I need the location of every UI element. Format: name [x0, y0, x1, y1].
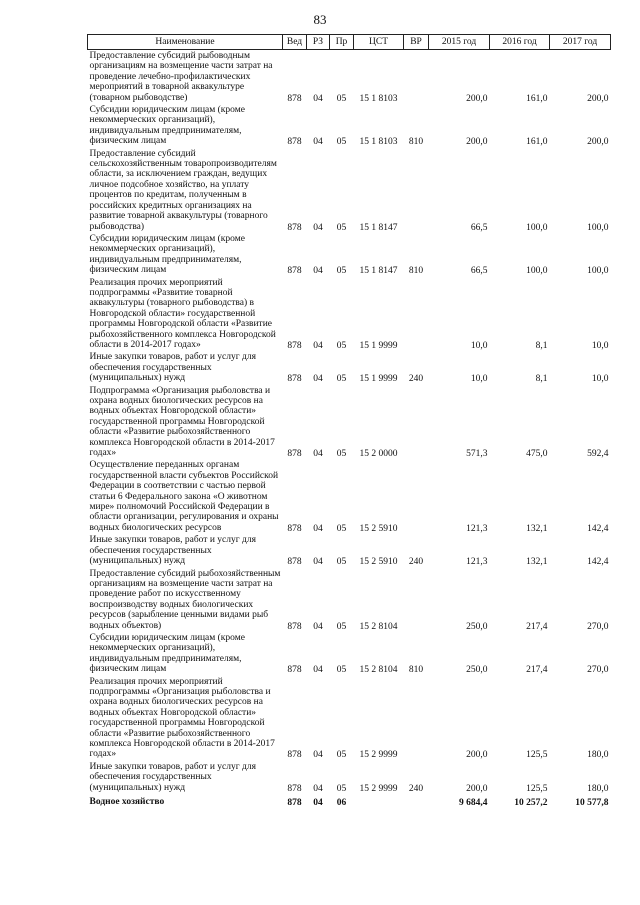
cell-2017: 142,4 [587, 523, 609, 534]
cell-2017: 180,0 [587, 783, 609, 794]
cell-name: Субсидии юридическим лицам (кроме некоммерческих организаций), индивидуальным предпринимателям, физическим лицам [89, 105, 245, 147]
cell-vr: 810 [408, 137, 424, 148]
table-row [88, 233, 611, 277]
cell-pr: 05 [336, 137, 347, 148]
cell-rz: 04 [313, 750, 323, 761]
cell-2017: 200,0 [587, 137, 609, 148]
cell-vr [404, 385, 429, 460]
cell-rz: 04 [313, 266, 323, 277]
cell-name: Подпрограмма «Организация рыболовства и охрана водных биологических ресурсов на водных объектах Новгородской области» государственной программы Новгородской области «Развитие рыбохозяйственного комплекса Новгородской области в 2014-2017 годах» [89, 385, 275, 459]
cell-vr [404, 676, 429, 761]
cell-rz: 04 [313, 621, 323, 632]
cell-vr [404, 148, 429, 233]
cell-2017: 10,0 [591, 340, 609, 351]
cell-ved: 878 [287, 798, 302, 809]
cell-rz: 04 [313, 783, 323, 794]
page-number: 83 [313, 12, 327, 27]
cell-rz: 04 [313, 449, 323, 460]
cell-2015: 121,3 [466, 523, 488, 534]
column-header-2016: 2016 год [490, 35, 550, 50]
cell-2015: 10,0 [470, 340, 488, 351]
cell-cst: 15 2 0000 [359, 449, 398, 460]
cell-name: Водное хозяйство [89, 797, 165, 808]
table-row [88, 351, 611, 384]
cell-name: Иные закупки товаров, работ и услуг для обеспечения государственных (муниципальных) нужд [89, 352, 256, 384]
column-header-cst: ЦСТ [354, 35, 404, 50]
cell-name: Предоставление субсидий сельскохозяйственным товаропроизводителям области, за исключением граждан, ведущих личное подсобное хозяйство, на уплату процентов по кредитам, полученным в российских кредитных организациях на развитие товарной аквакультуры (товарного рыбоводства) [89, 148, 277, 232]
cell-2017: 100,0 [587, 266, 609, 277]
cell-name: Субсидии юридическим лицам (кроме некоммерческих организаций), индивидуальным предпринимателям, физическим лицам [89, 632, 245, 675]
cell-cst: 15 2 8104 [359, 621, 398, 632]
cell-rz: 04 [313, 137, 323, 148]
cell-2017: 180,0 [587, 750, 609, 761]
cell-ved: 878 [287, 374, 302, 385]
cell-2017: 142,4 [587, 557, 609, 568]
cell-2016: 100,0 [526, 266, 548, 277]
cell-name: Субсидии юридическим лицам (кроме некоммерческих организаций), индивидуальным предпринимателям, физическим лицам [89, 233, 245, 276]
cell-cst: 15 1 8103 [359, 93, 398, 104]
cell-name: Иные закупки товаров, работ и услуг для обеспечения государственных (муниципальных) нужд [89, 761, 256, 793]
cell-vr: 810 [408, 266, 424, 277]
column-header-2015: 2015 год [429, 35, 490, 50]
cell-cst: 15 2 8104 [359, 665, 398, 676]
cell-cst: 15 1 9999 [359, 340, 398, 351]
cell-2017: 10 577,8 [575, 798, 609, 809]
cell-2015: 200,0 [466, 783, 488, 794]
cell-pr: 05 [336, 665, 347, 676]
column-header-pr: Пр [330, 35, 354, 50]
cell-2016: 217,4 [526, 665, 548, 676]
cell-ved: 878 [287, 222, 302, 233]
cell-ved: 878 [287, 557, 302, 568]
cell-vr [404, 277, 429, 352]
cell-cst: 15 1 8147 [359, 222, 398, 233]
cell-2015: 250,0 [466, 665, 488, 676]
column-header-vr: ВР [404, 35, 429, 50]
cell-name: Осуществление переданных органам государственной власти субъектов Российской Федерации в соответствии с частью первой статьи 6 Федерального закона «О животном мире» полномочий Российской Федерации в области организации, регулирования и охраны водных биологических ресурсов [89, 460, 279, 533]
cell-pr: 05 [336, 557, 347, 568]
cell-rz: 04 [313, 557, 323, 568]
cell-vr: 240 [408, 557, 424, 568]
table-row [88, 568, 611, 632]
table-body [88, 50, 611, 809]
cell-2017: 10,0 [591, 374, 609, 385]
cell-ved: 878 [287, 750, 302, 761]
cell-name: Иные закупки товаров, работ и услуг для обеспечения государственных (муниципальных) нужд [89, 535, 256, 567]
cell-name: Реализация прочих мероприятий подпрограммы «Организация рыболовства и охрана водных биологических ресурсов на водных объектах Новгородской области» государственной программы Новгородской области «Развитие рыбохозяйственного комплекса Новгородской области в 2014-2017 годах» [89, 676, 275, 760]
cell-vr [404, 794, 429, 808]
cell-name: Реализация прочих мероприятий подпрограммы «Развитие товарной аквакультуры (товарного рыбоводства) в Новгородской области» государственной программы Новгородской области «Развитие рыбохозяйственного комплекса Новгородской области в 2014-2017 годах» [89, 277, 276, 350]
cell-2016: 132,1 [526, 557, 548, 568]
cell-cst: 15 1 8103 [359, 137, 398, 148]
table-row [88, 676, 611, 761]
cell-vr [404, 459, 429, 534]
cell-2015: 9 684,4 [459, 798, 488, 809]
table-row [88, 277, 611, 352]
table-row [88, 148, 611, 233]
table-row [88, 50, 611, 105]
cell-cst: 15 2 9999 [359, 783, 398, 794]
cell-pr: 05 [336, 266, 347, 277]
cell-pr: 05 [336, 222, 347, 233]
cell-ved: 878 [287, 523, 302, 534]
column-header-2017: 2017 год [550, 35, 611, 50]
table-row [88, 385, 611, 460]
cell-rz: 04 [313, 222, 323, 233]
cell-ved: 878 [287, 340, 302, 351]
cell-2016: 475,0 [526, 449, 548, 460]
cell-ved: 878 [287, 621, 302, 632]
cell-rz: 04 [313, 798, 323, 809]
cell-pr: 06 [336, 798, 347, 809]
cell-2015: 66,5 [470, 222, 488, 233]
cell-rz: 04 [313, 665, 323, 676]
cell-rz: 04 [313, 374, 323, 385]
cell-ved: 878 [287, 266, 302, 277]
cell-cst: 15 1 9999 [359, 374, 398, 385]
cell-2016: 132,1 [526, 523, 548, 534]
cell-ved: 878 [287, 93, 302, 104]
cell-pr: 05 [336, 449, 347, 460]
cell-vr [404, 50, 429, 105]
cell-2016: 100,0 [526, 222, 548, 233]
cell-2016: 161,0 [526, 137, 548, 148]
cell-vr: 240 [408, 783, 424, 794]
table-row [88, 761, 611, 794]
cell-2016: 125,5 [526, 750, 548, 761]
cell-2017: 592,4 [587, 449, 609, 460]
cell-2016: 125,5 [526, 783, 548, 794]
cell-2015: 200,0 [466, 93, 488, 104]
cell-rz: 04 [313, 523, 323, 534]
cell-cst: 15 2 5910 [359, 557, 398, 568]
cell-ved: 878 [287, 449, 302, 460]
cell-rz: 04 [313, 93, 323, 104]
cell-pr: 05 [336, 340, 347, 351]
cell-name: Предоставление субсидий рыбохозяйственным организациям на возмещение части затрат на проведение работ по искусственному воспроизводству водных биологических ресурсов (зарыбление ценными видами рыб водных объектов) [89, 568, 281, 631]
cell-2017: 270,0 [587, 665, 609, 676]
table-row [88, 459, 611, 534]
column-header-rz: РЗ [307, 35, 330, 50]
cell-2015: 66,5 [470, 266, 488, 277]
cell-vr: 240 [408, 374, 424, 385]
cell-vr: 810 [408, 665, 424, 676]
cell-pr: 05 [336, 93, 347, 104]
cell-cst: 15 2 5910 [359, 523, 398, 534]
cell-ved: 878 [287, 665, 302, 676]
cell-2015: 10,0 [470, 374, 488, 385]
cell-2016: 8,1 [535, 340, 548, 351]
cell-2017: 270,0 [587, 621, 609, 632]
cell-pr: 05 [336, 621, 347, 632]
cell-cst: 15 2 9999 [359, 750, 398, 761]
cell-2017: 200,0 [587, 93, 609, 104]
cell-cst [354, 794, 404, 808]
budget-table [87, 34, 611, 808]
cell-2016: 8,1 [535, 374, 548, 385]
cell-name: Предоставление субсидий рыбоводным организациям на возмещение части затрат на проведение лечебно-профилактических мероприятий в товарной аквакультуре (товарном рыбоводстве) [89, 51, 273, 103]
cell-pr: 05 [336, 374, 347, 385]
cell-pr: 05 [336, 523, 347, 534]
cell-ved: 878 [287, 783, 302, 794]
column-header-ved: Вед [283, 35, 307, 50]
header-row [88, 35, 611, 50]
cell-2016: 161,0 [526, 93, 548, 104]
cell-2015: 200,0 [466, 137, 488, 148]
table-row [88, 632, 611, 676]
cell-2015: 571,3 [466, 449, 488, 460]
cell-ved: 878 [287, 137, 302, 148]
cell-2015: 200,0 [466, 750, 488, 761]
cell-pr: 05 [336, 750, 347, 761]
cell-pr: 05 [336, 783, 347, 794]
table-header [88, 35, 611, 50]
cell-rz: 04 [313, 340, 323, 351]
table-row [88, 534, 611, 567]
cell-cst: 15 1 8147 [359, 266, 398, 277]
cell-2017: 100,0 [587, 222, 609, 233]
cell-2016: 217,4 [526, 621, 548, 632]
table-row [88, 104, 611, 148]
cell-2016: 10 257,2 [514, 798, 548, 809]
column-header-name: Наименование [88, 35, 283, 50]
cell-2015: 121,3 [466, 557, 488, 568]
cell-2015: 250,0 [466, 621, 488, 632]
cell-vr [404, 568, 429, 632]
total-row [88, 794, 611, 808]
